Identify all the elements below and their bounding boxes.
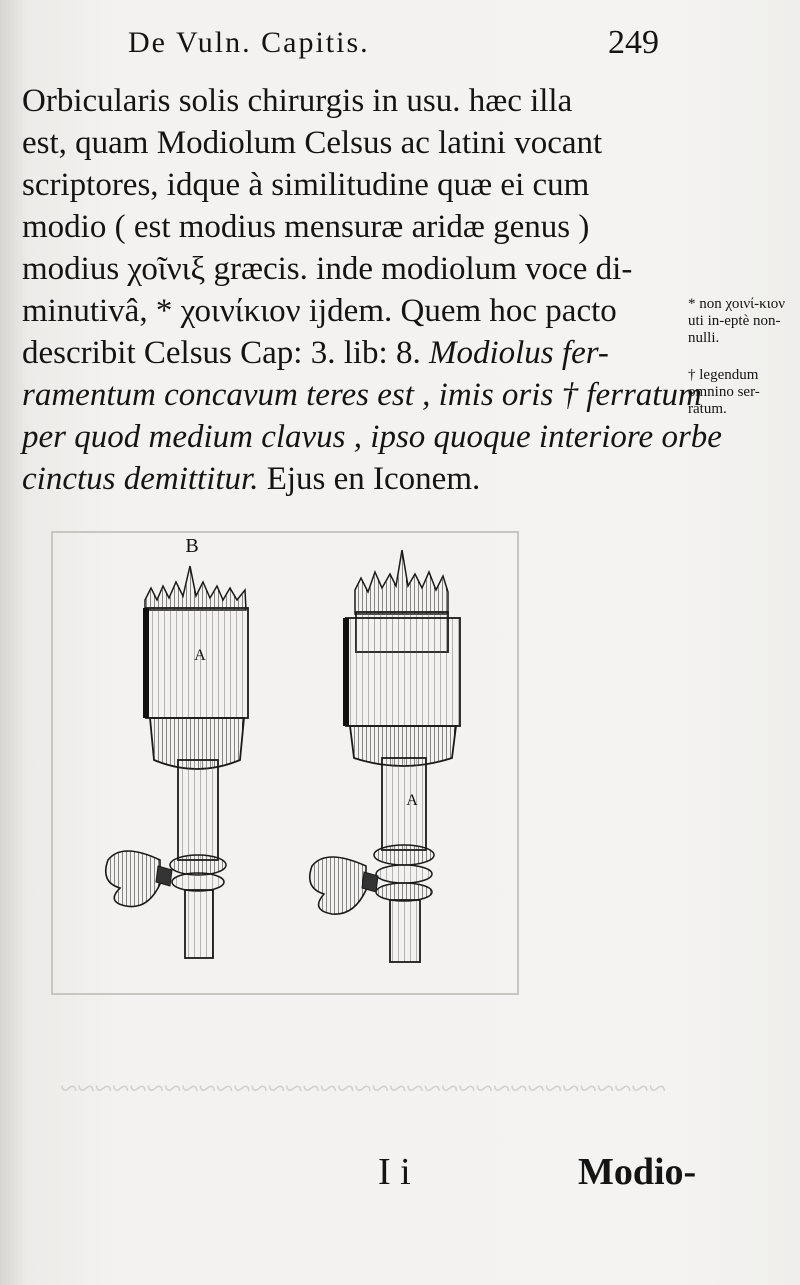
- figure-label-a-right: A: [406, 792, 418, 809]
- right-wing-screw: [310, 857, 366, 914]
- right-ring-3: [376, 883, 432, 901]
- right-lower-shaft: [390, 900, 420, 962]
- right-ring-1: [374, 845, 434, 865]
- margin-notes: [688, 296, 798, 438]
- text-line-1: Orbicularis solis chirurgis in usu. hæc illa: [22, 83, 573, 119]
- right-sleeve: [346, 618, 460, 726]
- text-line-7-italic: Modiolus fer-: [428, 335, 609, 371]
- page-number: 249: [608, 24, 659, 61]
- trephine-illustration: [50, 530, 520, 1000]
- catchword: Modio-: [578, 1151, 697, 1193]
- text-line-3: scriptores, idque à similitudine quæ ei cum: [22, 167, 590, 203]
- signature-mark: I i: [378, 1151, 411, 1193]
- figure-label-b: B: [185, 535, 199, 557]
- figure-label-a-left: A: [194, 647, 206, 664]
- text-line-10-roman: Ejus en Iconem.: [266, 461, 481, 497]
- left-screw-thread: [156, 866, 172, 886]
- text-line-9: per quod medium clavus , ipso quoque interiore orbe: [22, 419, 722, 455]
- text-line-4: modio ( est modius mensuræ aridæ genus ): [22, 209, 590, 245]
- left-shaft: [178, 760, 218, 860]
- right-ring-2: [376, 865, 432, 883]
- bleed-through-texture: [60, 1070, 666, 1107]
- left-crown-teeth: [145, 566, 246, 610]
- left-lower-shaft: [185, 890, 213, 958]
- right-screw-thread: [362, 872, 378, 892]
- text-line-8: ramentum concavum teres est , imis oris † ferratum: [22, 377, 702, 413]
- bleed-through-line: ~~~~~~~~~~~~~~~~~~~~~~~~~~~~~~~~~~~: [60, 1070, 666, 1106]
- right-shaft: [382, 758, 426, 850]
- left-wing-screw: [106, 851, 160, 907]
- left-trephine: [106, 535, 248, 958]
- text-line-7-roman: describit Celsus Cap: 3. lib: 8.: [22, 335, 421, 371]
- margin-note-2: † legendum omnino ser-ratum.: [688, 367, 760, 417]
- margin-note-1: * non χοινί-κιον uti in-eptè non-nulli.: [688, 296, 786, 346]
- text-line-6: minutivâ, * χοινίκιον ijdem. Quem hoc pacto: [22, 293, 617, 329]
- right-trephine: [310, 550, 460, 962]
- running-head: De Vuln. Capitis.: [128, 26, 370, 59]
- text-line-7: [22, 332, 682, 374]
- text-line-5: modius χοῖνιξ græcis. inde modiolum voce di-: [22, 251, 633, 287]
- text-line-10-italic: cinctus demittitur.: [22, 461, 259, 497]
- main-text: [22, 80, 722, 500]
- right-crown-teeth: [355, 550, 448, 614]
- left-ring-2: [172, 873, 224, 891]
- text-line-10: [22, 458, 682, 500]
- text-line-2: est, quam Modiolum Celsus ac latini vocant: [22, 125, 603, 161]
- left-ring-1: [170, 855, 226, 875]
